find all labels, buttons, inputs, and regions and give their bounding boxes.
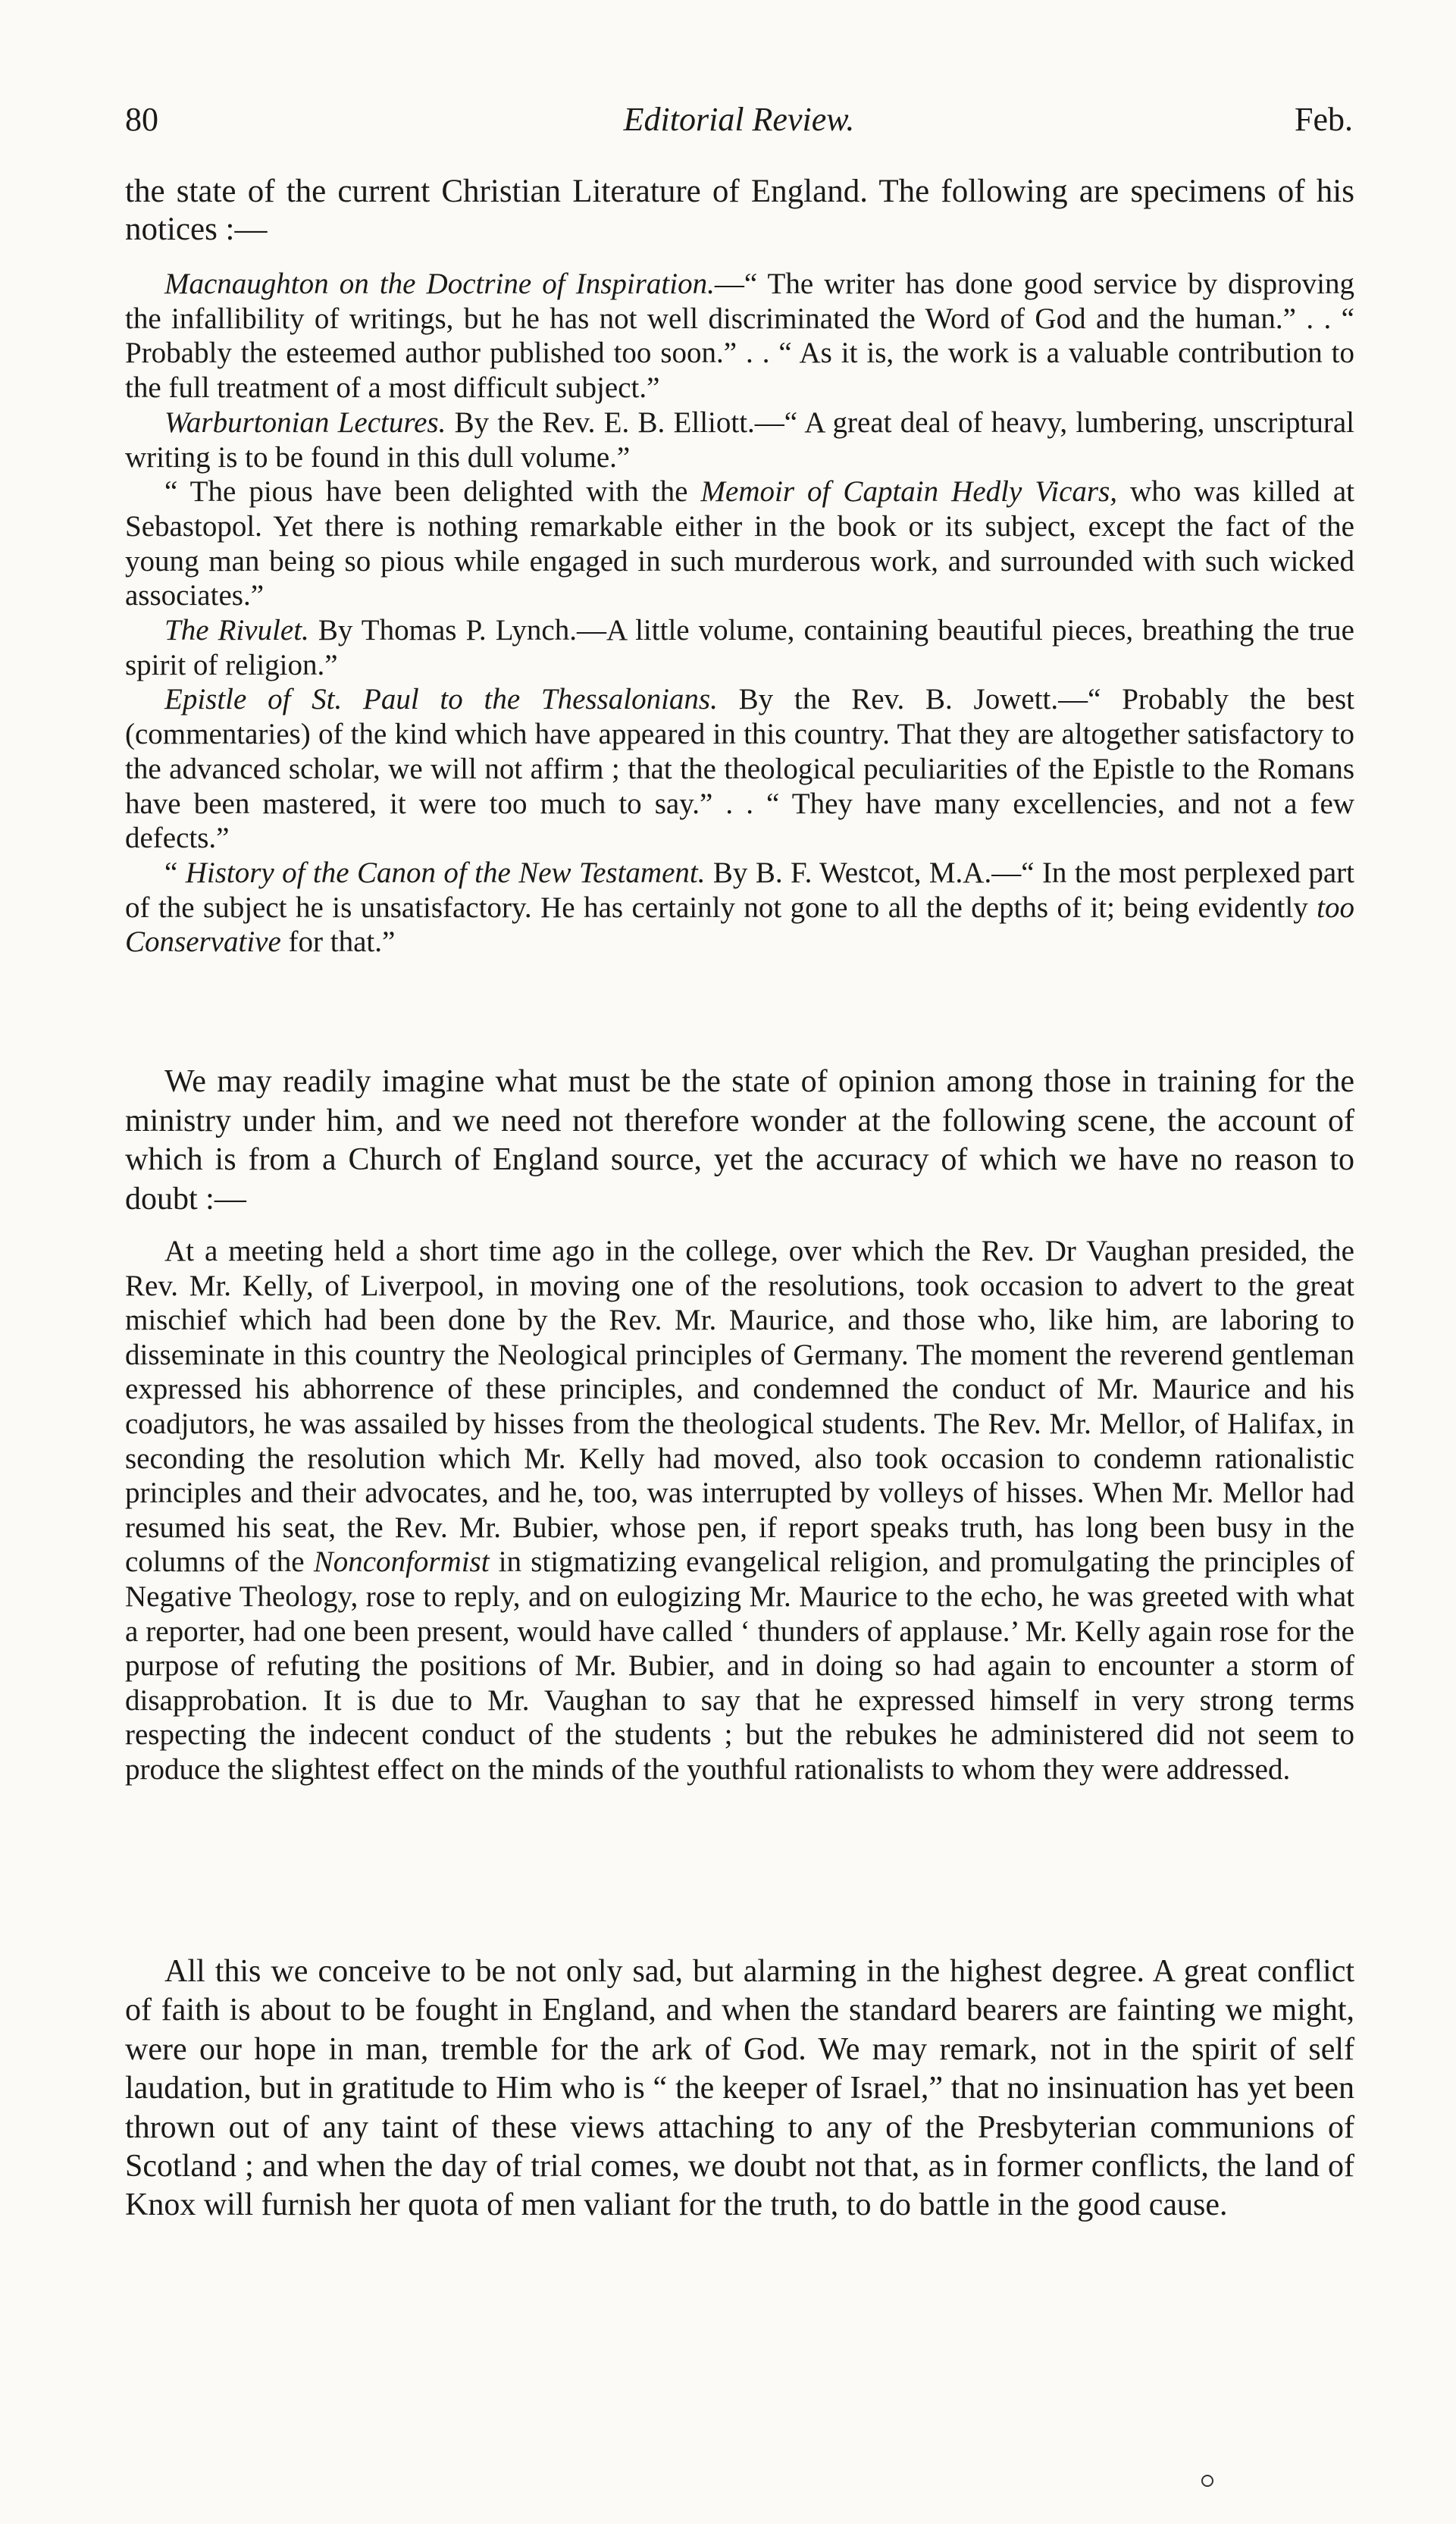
- notice-text: By B. F. Westcot, M.A.—“ In the most perplexed part of the subject he is unsatisfactory. He has certainly not gone to all the depths of it; being evidently: [125, 856, 1354, 924]
- notice-item: [125, 267, 1354, 406]
- notice-work-title: The Rivulet.: [164, 614, 309, 647]
- notice-text: By the Rev. B. Jowett.—“ Probably the best (commentaries) of the kind which have appeared in this country. That they are altogether satisfactory to the advanced scholar, we will not affirm ; that the theological peculiarities of the Epistle to the Romans have been mastered, it were too much to say.” . . “ They have many excellencies, and not a few defects.”: [125, 683, 1354, 855]
- notice-work-title: Warburtonian Lectures.: [164, 406, 446, 439]
- quoted-report: [125, 1234, 1354, 1787]
- notice-item: [125, 856, 1354, 960]
- notice-text: for that.”: [280, 925, 396, 959]
- notice-item: [125, 474, 1354, 613]
- body-paragraph: We may readily imagine what must be the state of opinion among those in training for the ministry under him, and we need not therefore wonder at the following scene, the account of which is from a Church of England source, yet the accuracy of which we have no reason to doubt :—: [125, 1064, 1354, 1217]
- notice-text: By Thomas P. Lynch.—A little volume, containing beautiful pieces, breathing the true spirit of religion.”: [125, 614, 1354, 681]
- page-number: 80: [125, 101, 158, 138]
- issue-month: Feb.: [1295, 101, 1353, 138]
- notice-text: “: [164, 856, 186, 889]
- notice-text: “ The pious have been delighted with the: [164, 475, 701, 509]
- notice-item: [125, 406, 1354, 474]
- body-paragraph: All this we conceive to be not only sad, but alarming in the highest degree. A great conflict of faith is about to be fought in England, and when the standard bearers are fainting we might, were our hope in man, tremble for the ark of God. We may remark, not in the spirit of self laudation, but in gratitude to Him who is “ the keeper of Israel,” that no insinuation has yet been thrown out of any taint of these views attaching to any of the Presbyterian communions of Scotland ; and when the day of trial comes, we doubt not that, as in former conflicts, the land of Knox will furnish her quota of men valiant for the truth, to do battle in the good cause.: [125, 1954, 1354, 2223]
- report-periodical-title: Nonconformist: [313, 1545, 490, 1579]
- printer-mark: [1201, 2475, 1213, 2487]
- notice-text: who was killed at Sebastopol. Yet there is nothing remarkable either in the book or its subject, except the fact of the young man being so pious while engaged in such murderous work, and surrounded with such wicked associates.”: [125, 475, 1354, 612]
- notice-text: —“ The writer has done good service by disproving the infallibility of writings, but he has not well discriminated the Word of God and the human.” . . “ Probably the esteemed author published too soon.” . . “ As it is, the work is a valuable contribution to the full treatment of a most difficult subject.”: [125, 268, 1354, 405]
- running-header: [125, 97, 1353, 142]
- notice-text: By the Rev. E. B. Elliott.—“ A great deal of heavy, lumbering, unscriptural writing is to be found in this dull volume.”: [125, 406, 1354, 474]
- notice-emphasis: too Conservative: [125, 891, 1354, 959]
- notice-item: [125, 613, 1354, 682]
- notices-excerpt: [125, 267, 1354, 960]
- lead-paragraph: the state of the current Christian Literature of England. The following are specimens of his notices :—: [125, 174, 1354, 247]
- notice-work-title: Memoir of Captain Hedly Vicars,: [700, 475, 1118, 509]
- report-text: in stigmatizing evangelical religion, and promulgating the principles of Negative Theology, rose to reply, and on eulogizing Mr. Maurice to the echo, he was greeted with what a reporter, had one been present, would have called ‘ thunders of applause.’ Mr. Kelly again rose for the purpose of refuting the positions of Mr. Bubier, and in doing so had again to encounter a storm of disapprobation. It is due to Mr. Vaughan to say that he expressed himself in very strong terms respecting the indecent conduct of the students ; but the rebukes he administered did not seem to produce the slightest effect on the minds of the youthful rationalists to whom they were addressed.: [125, 1545, 1354, 1786]
- notice-item: [125, 682, 1354, 856]
- journal-title: Editorial Review.: [623, 101, 855, 138]
- notice-work-title: History of the Canon of the New Testament.: [185, 856, 706, 889]
- report-text: At a meeting held a short time ago in the college, over which the Rev. Dr Vaughan presided, the Rev. Mr. Kelly, of Liverpool, in moving one of the resolutions, took occasion to advert to the great mischief which had been done by the Rev. Mr. Maurice, and those who, like him, are laboring to disseminate in this country the Neological principles of Germany. The moment the reverend gentleman expressed his abhorrence of these principles, and condemned the conduct of Mr. Maurice and his coadjutors, he was assailed by hisses from the theological students. The Rev. Mr. Mellor, of Halifax, in seconding the resolution which Mr. Kelly had moved, also took occasion to condemn rationalistic principles and their advocates, and he, too, was interrupted by volleys of hisses. When Mr. Mellor had resumed his seat, the Rev. Mr. Bubier, whose pen, if report speaks truth, has long been busy in the columns of the: [125, 1235, 1354, 1579]
- notice-work-title: Epistle of St. Paul to the Thessalonians.: [164, 683, 718, 716]
- notice-work-title: Macnaughton on the Doctrine of Inspiration.: [164, 268, 715, 300]
